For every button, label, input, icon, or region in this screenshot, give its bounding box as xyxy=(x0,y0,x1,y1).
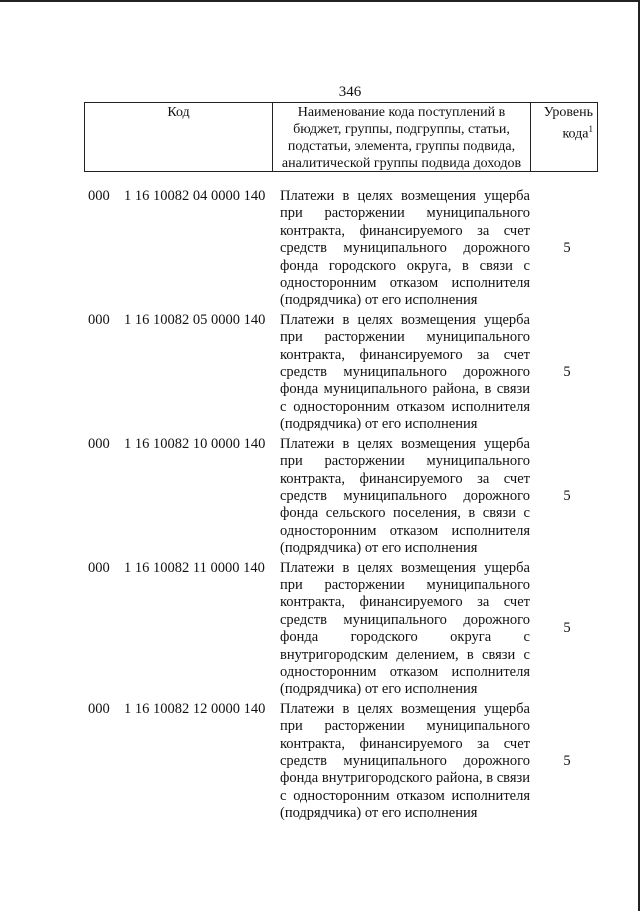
row-level: 5 xyxy=(563,487,571,504)
row-code: 1 16 10082 10 0000 140 xyxy=(124,435,266,452)
header-name: Наименование кода поступлений в бюджет, группы, подгруппы, статьи, подстатьи, элемента, группы подвида, аналитической группы подвида доходов xyxy=(272,103,530,171)
row-level: 5 xyxy=(563,364,571,381)
table-row xyxy=(88,188,608,310)
row-group-code: 000 xyxy=(88,188,110,204)
header-level-label: Уровень кода xyxy=(543,105,593,142)
table-row xyxy=(88,701,608,823)
row-code: 1 16 10082 05 0000 140 xyxy=(124,311,266,328)
row-group-code: 000 xyxy=(88,700,110,717)
row-name: Платежи в целях возмещения ущерба при расторжении муниципального контракта, финансируемого за счет средств муниципального дорожного фонда муниципального района, в связи с односторонним отказом исполнителя (подрядчика) от его исполнения xyxy=(280,311,530,433)
table-row xyxy=(88,560,608,699)
table-body xyxy=(88,188,608,823)
row-name: Платежи в целях возмещения ущерба при расторжении муниципального контракта, финансируемого за счет средств муниципального дорожного фонда городского округа с внутригородским делением, в связи с односторонним отказом исполнителя (подрядчика) от его исполнения xyxy=(280,559,530,698)
table-row xyxy=(88,312,608,434)
row-group-code: 000 xyxy=(88,311,110,328)
row-level: 5 xyxy=(563,753,571,769)
header-code: Код xyxy=(84,103,272,171)
row-name: Платежи в целях возмещения ущерба при расторжении муниципального контракта, финансируемого за счет средств муниципального дорожного фонда сельского поселения, в связи с односторонним отказом исполнителя (подрядчика) от его исполнения xyxy=(280,435,530,557)
row-code: 1 16 10082 12 0000 140 xyxy=(124,700,266,717)
row-group-code: 000 xyxy=(88,435,110,452)
header-level xyxy=(530,103,598,171)
table-row xyxy=(88,436,608,558)
row-group-code: 000 xyxy=(88,559,110,576)
row-name: Платежи в целях возмещения ущерба при расторжении муниципального контракта, финансируемого за счет средств муниципального дорожного фонда городского округа, в связи с односторонним отказом исполнителя (подрядчика) от его исполнения xyxy=(280,188,530,309)
row-name: Платежи в целях возмещения ущерба при расторжении муниципального контракта, финансируемого за счет средств муниципального дорожного фонда внутригородского района, в связи с односторонним отказом исполнителя (подрядчика) от его исполнения xyxy=(280,700,530,822)
row-code: 1 16 10082 04 0000 140 xyxy=(124,188,266,204)
page-number: 346 xyxy=(338,84,362,100)
header-level-footnote: 1 xyxy=(588,124,593,134)
row-level: 5 xyxy=(563,240,571,257)
row-level: 5 xyxy=(563,620,571,637)
row-code: 1 16 10082 11 0000 140 xyxy=(124,559,265,576)
table-header xyxy=(84,102,598,172)
